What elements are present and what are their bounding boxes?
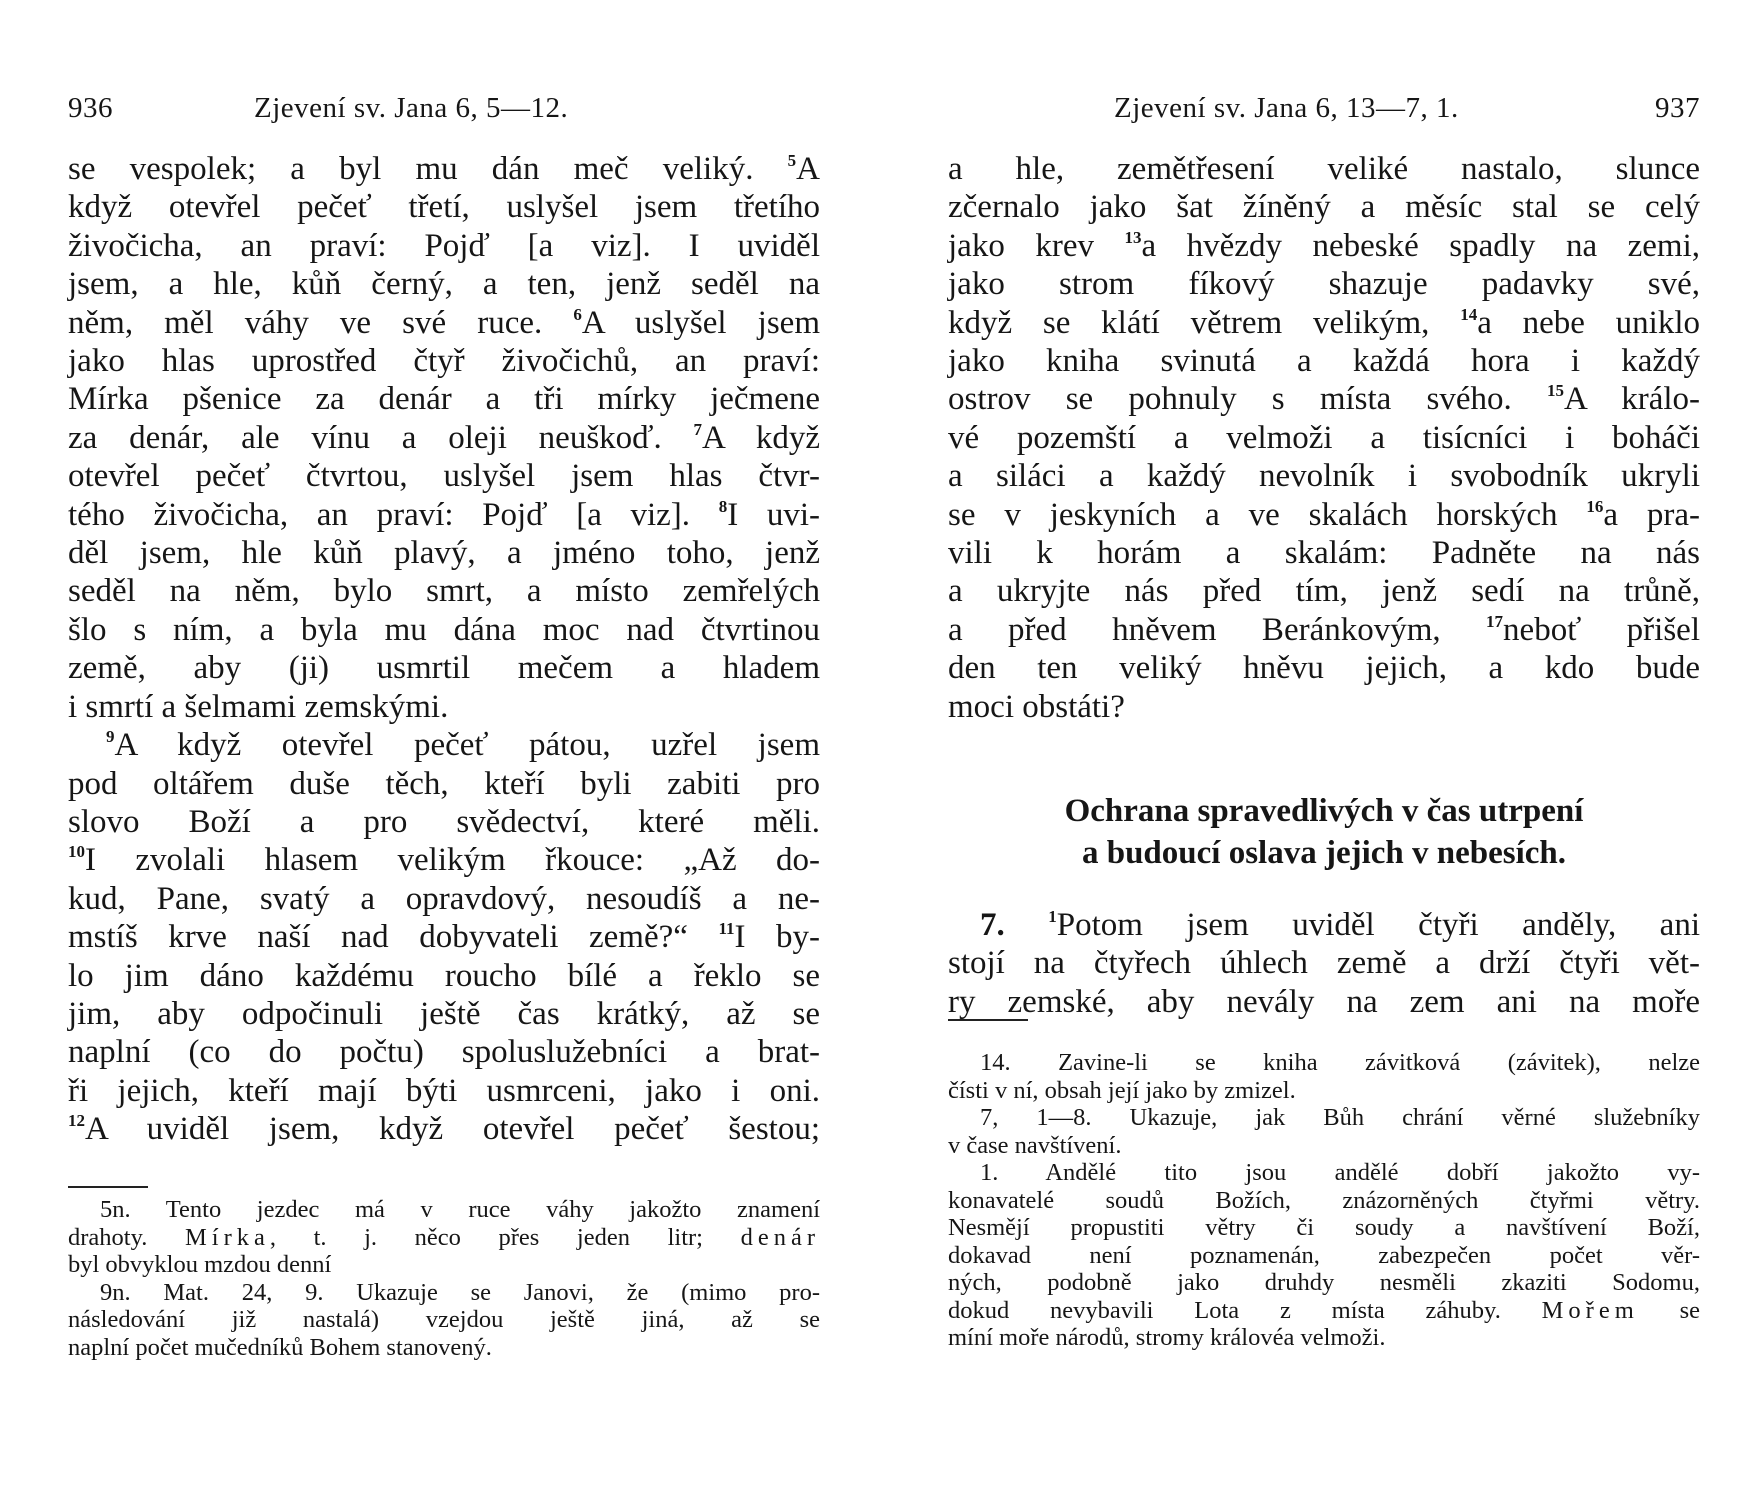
verse-number: 17 bbox=[1486, 611, 1504, 631]
footnote-line: konavatelé soudů Božích, znázorněných čtyřmi větry. bbox=[948, 1186, 1700, 1214]
footnotes bbox=[948, 1049, 1700, 1352]
running-head-title: Zjevení sv. Jana 6, 5—12. bbox=[254, 92, 569, 124]
text-line: jim, aby odpočinuli ještě čas krátký, až se bbox=[68, 995, 820, 1032]
footnotes bbox=[68, 1196, 820, 1361]
text-line: země, aby (ji) usmrtil mečem a hladem bbox=[68, 650, 820, 687]
text-line: a ukryjte nás před tím, jenž sedí na trůně, bbox=[948, 573, 1700, 610]
footnote-line: 7, 1—8. Ukazuje, jak Bůh chrání věrné služebníky bbox=[980, 1104, 1700, 1131]
text-line: děl jsem, hle kůň plavý, a jméno toho, jenž bbox=[68, 535, 820, 572]
text-line: vé pozemští a velmoži a tisícníci i boháči bbox=[948, 419, 1700, 456]
footnote-line: byl obvyklou mzdou denní bbox=[68, 1251, 332, 1278]
text-line: za denár, ale vínu a oleji neuškoď. $^7$A když bbox=[68, 419, 820, 456]
text-line: Mírka pšenice za denár a tři mírky ječmene bbox=[68, 381, 820, 418]
verse-number: 6 bbox=[573, 304, 582, 324]
text-line: moci obstáti? bbox=[948, 688, 1125, 725]
text-line: něm, měl váhy ve své ruce. $^6$A uslyšel jsem bbox=[68, 304, 820, 341]
text-line: když se klátí větrem velikým, $^{14}$a nebe uniklo bbox=[948, 304, 1701, 341]
text-line: $^{12}$A uviděl jsem, když otevřel pečeť šestou; bbox=[68, 1111, 820, 1148]
emphasized-term: denár bbox=[740, 1223, 821, 1251]
text-line: kud, Pane, svatý a opravdový, nesoudíš a ne- bbox=[68, 880, 820, 917]
text-line: jako strom fíkový shazuje padavky své, bbox=[948, 266, 1700, 303]
text-line: den ten veliký hněvu jejich, a kdo bude bbox=[948, 650, 1700, 687]
running-header bbox=[68, 92, 820, 126]
footnote-line: ných, podobně jako druhdy nesměli zkaziti Sodomu, bbox=[948, 1269, 1700, 1296]
chapter-start bbox=[948, 906, 1700, 1021]
text-line: se v jeskyních a ve skalách horských $^{16}$a pra- bbox=[948, 496, 1700, 533]
left-page bbox=[68, 0, 820, 1500]
running-head-title: Zjevení sv. Jana 6, 13—7, 1. bbox=[1114, 92, 1459, 124]
footnote-line: 14. Zavine-li se kniha závitková (závitek), nelze bbox=[980, 1049, 1700, 1076]
text-line: když otevřel pečeť třetí, uslyšel jsem třetího bbox=[68, 189, 820, 226]
text-line: a před hněvem Beránkovým, $^{17}$neboť přišel bbox=[948, 611, 1701, 648]
text-line: ry zemské, aby nevály na zem ani na moře bbox=[948, 983, 1700, 1020]
text-line: $^9$A když otevřel pečeť pátou, uzřel jsem bbox=[106, 727, 820, 764]
text-line: ostrov se pohnuly s místa svého. $^{15}$A králo- bbox=[948, 381, 1700, 418]
text-line: pod oltářem duše těch, kteří byli zabiti pro bbox=[68, 765, 820, 802]
section-heading bbox=[948, 790, 1700, 874]
text-line: jako krev $^{13}$a hvězdy nebeské spadly na zemi, bbox=[948, 227, 1700, 264]
verse-number: 7 bbox=[693, 419, 703, 439]
text-line: jako hlas uprostřed čtyř živočichů, an praví: bbox=[68, 343, 820, 380]
text-line: seděl na něm, bylo smrt, a místo zemřelých bbox=[68, 573, 820, 610]
page-number: 936 bbox=[68, 92, 113, 124]
verse-number: 15 bbox=[1546, 381, 1564, 401]
text-line: tého živočicha, an praví: Pojď [a viz]. $^8$I uvi- bbox=[68, 496, 820, 533]
text-line: a siláci a každý nevolník i svobodník ukryli bbox=[948, 458, 1700, 495]
footnote-line: 5n. Tento jezdec má v ruce váhy jakožto znamení bbox=[100, 1196, 820, 1223]
verse-number: 5 bbox=[787, 151, 797, 170]
text-line: mstíš krve naší nad dobyvateli země?“ $^{11}$I by- bbox=[68, 919, 820, 956]
footnote-line: dokud nevybavili Lota z místa záhuby. Mořem se bbox=[948, 1296, 1700, 1324]
emphasized-term: Mořem bbox=[1541, 1296, 1639, 1324]
verse-number: 12 bbox=[68, 1111, 85, 1131]
verse-number: 13 bbox=[1124, 227, 1142, 247]
verse-number: 16 bbox=[1586, 496, 1604, 516]
text-line: slovo Boží a pro svědectví, které měli. bbox=[68, 803, 820, 840]
chapter-number: 7. bbox=[980, 907, 1005, 943]
text-line: šlo s ním, a byla mu dána moc nad čtvrtinou bbox=[68, 611, 820, 648]
section-heading-line: a budoucí oslava jejich v nebesích. bbox=[1081, 835, 1567, 871]
footnote-line: následování již nastalá) vzejdou ještě jiná, až se bbox=[68, 1306, 820, 1333]
verse-number: 14 bbox=[1460, 304, 1478, 324]
text-line: stojí na čtyřech úhlech země a drží čtyři vět- bbox=[948, 945, 1700, 982]
running-header bbox=[948, 92, 1700, 126]
footnote-line: 9n. Mat. 24, 9. Ukazuje se Janovi, že (mimo pro- bbox=[100, 1278, 820, 1306]
text-line: 7. $^1$Potom jsem uviděl čtyři anděly, ani bbox=[980, 907, 1701, 943]
footnote-line: čísti v ní, obsah její jako by zmizel. bbox=[948, 1076, 1296, 1104]
verse-number: 8 bbox=[718, 496, 728, 516]
page-number: 937 bbox=[1655, 92, 1700, 124]
body-text bbox=[948, 150, 1700, 726]
text-line: živočicha, an praví: Pojď [a viz]. I uviděl bbox=[68, 227, 820, 264]
footnote-line: míní moře národů, stromy královéa velmoži. bbox=[948, 1324, 1386, 1351]
text-line: $^{10}$I zvolali hlasem velikým řkouce: „Až do- bbox=[68, 842, 820, 879]
verse-number: 10 bbox=[68, 842, 85, 862]
text-line: otevřel pečeť čtvrtou, uslyšel jsem hlas čtvr- bbox=[68, 458, 820, 495]
footnote-rule bbox=[948, 1019, 1028, 1021]
text-line: a hle, zemětřesení veliké nastalo, slunce bbox=[948, 151, 1700, 187]
text-line: i smrtí a šelmami zemskými. bbox=[68, 688, 449, 725]
section-heading-line: Ochrana spravedlivých v čas utrpení bbox=[1064, 793, 1584, 829]
emphasized-term: Mírka bbox=[184, 1223, 270, 1251]
footnote-line: v čase navštívení. bbox=[948, 1131, 1122, 1159]
text-line: jako kniha svinutá a každá hora i každý bbox=[948, 343, 1700, 380]
footnote-line: dokavad není poznamenán, zabezpečen počet věr- bbox=[948, 1241, 1700, 1269]
text-line: zčernalo jako šat žíněný a měsíc stal se celý bbox=[948, 189, 1700, 226]
text-line: naplní (co do počtu) spoluslužebníci a brat- bbox=[68, 1034, 820, 1071]
footnote-line: 1. Andělé tito jsou andělé dobří jakožto vy- bbox=[980, 1159, 1700, 1186]
right-page bbox=[948, 0, 1700, 1500]
verse-number: 11 bbox=[718, 919, 735, 939]
text-line: ři jejich, kteří mají býti usmrceni, jako i oni. bbox=[68, 1072, 820, 1109]
footnote-line: drahoty. Mírka, t. j. něco přes jeden litr; denár bbox=[68, 1223, 821, 1251]
verse-number: 9 bbox=[106, 727, 115, 747]
text-line: se vespolek; a byl mu dán meč veliký. $^5$A bbox=[68, 151, 820, 187]
verse-number: 1 bbox=[1048, 907, 1057, 926]
body-text bbox=[68, 150, 820, 1149]
text-line: vili k horám a skalám: Padněte na nás bbox=[948, 535, 1700, 572]
footnote-line: naplní počet mučedníků Bohem stanovený. bbox=[68, 1333, 492, 1361]
footnote-line: Nesmějí propustiti větry či soudy a navštívení Boží, bbox=[948, 1214, 1700, 1241]
text-line: jsem, a hle, kůň černý, a ten, jenž seděl na bbox=[68, 266, 820, 303]
text-line: lo jim dáno každému roucho bílé a řeklo se bbox=[68, 957, 820, 994]
footnote-rule bbox=[68, 1186, 148, 1188]
